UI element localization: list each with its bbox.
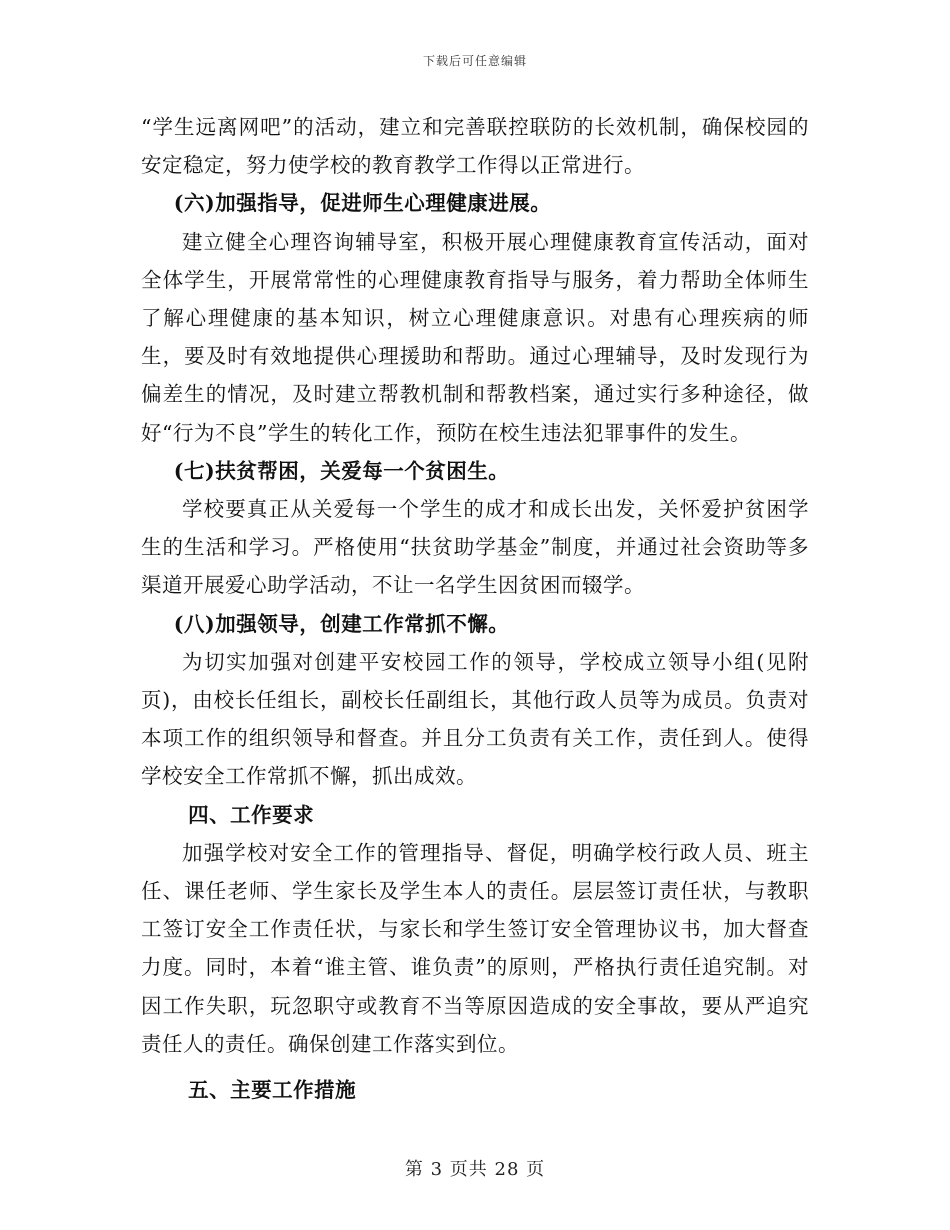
header-note: 下载后可任意编辑 xyxy=(422,54,527,68)
section-heading-4: 四、工作要求 xyxy=(188,802,315,827)
section-heading-6: (六)加强指导，促进师生心理健康进展。 xyxy=(173,191,552,216)
paragraph-mental-health: 建立健全心理咨询辅导室，积极开展心理健康教育宣传活动，面对全体学生，开展常常性的心理健康教育指导与服务，着力帮助全体师生了解心理健康的基本知识，树立心理健康意识。对患有心理疾病的师生，要及时有效地提供心理援助和帮助。通过心理辅导，及时发现行为偏差生的情况，及时建立帮教机制和帮教档案，通过实行多种途径，做好“行为不良”学生的转化工作，预防在校生违法犯罪事件的发生。 xyxy=(141,229,809,445)
paragraph-poverty-aid: 学校要真正从关爱每一个学生的成才和成长出发，关怀爱护贫困学生的生活和学习。严格使用“扶贫助学基金”制度，并通过社会资助等多渠道开展爱心助学活动，不让一名学生因贫困而辍学。 xyxy=(141,497,809,598)
paragraph-continuation: “学生远离网吧”的活动，建立和完善联控联防的长效机制，确保校园的安定稳定，努力使学校的教育教学工作得以正常进行。 xyxy=(141,115,809,178)
section-heading-5: 五、主要工作措施 xyxy=(188,1078,357,1103)
section-heading-8: (八)加强领导，创建工作常抓不懈。 xyxy=(173,611,510,636)
paragraph-leadership: 为切实加强对创建平安校园工作的领导，学校成立领导小组(见附页)，由校长任组长，副校长任副组长，其他行政人员等为成员。负责对本项工作的组织领导和督查。并且分工负责有关工作，责任到人。使得学校安全工作常抓不懈，抓出成效。 xyxy=(141,649,809,789)
paragraph-work-requirements: 加强学校对安全工作的管理指导、督促，明确学校行政人员、班主任、课任老师、学生家长及学生本人的责任。层层签订责任状，与教职工签订安全工作责任状，与家长和学生签订安全管理协议书，加大督查力度。同时，本着“谁主管、谁负责”的原则，严格执行责任追究制。对因工作失职，玩忽职守或教育不当等原因造成的安全事故，要从严追究责任人的责任。确保创建工作落实到位。 xyxy=(141,840,809,1056)
document-body xyxy=(141,108,809,1109)
section-heading-7: (七)扶贫帮困，关爱每一个贫困生。 xyxy=(173,458,510,483)
page-number: 第 3 页共 28 页 xyxy=(404,1159,546,1180)
